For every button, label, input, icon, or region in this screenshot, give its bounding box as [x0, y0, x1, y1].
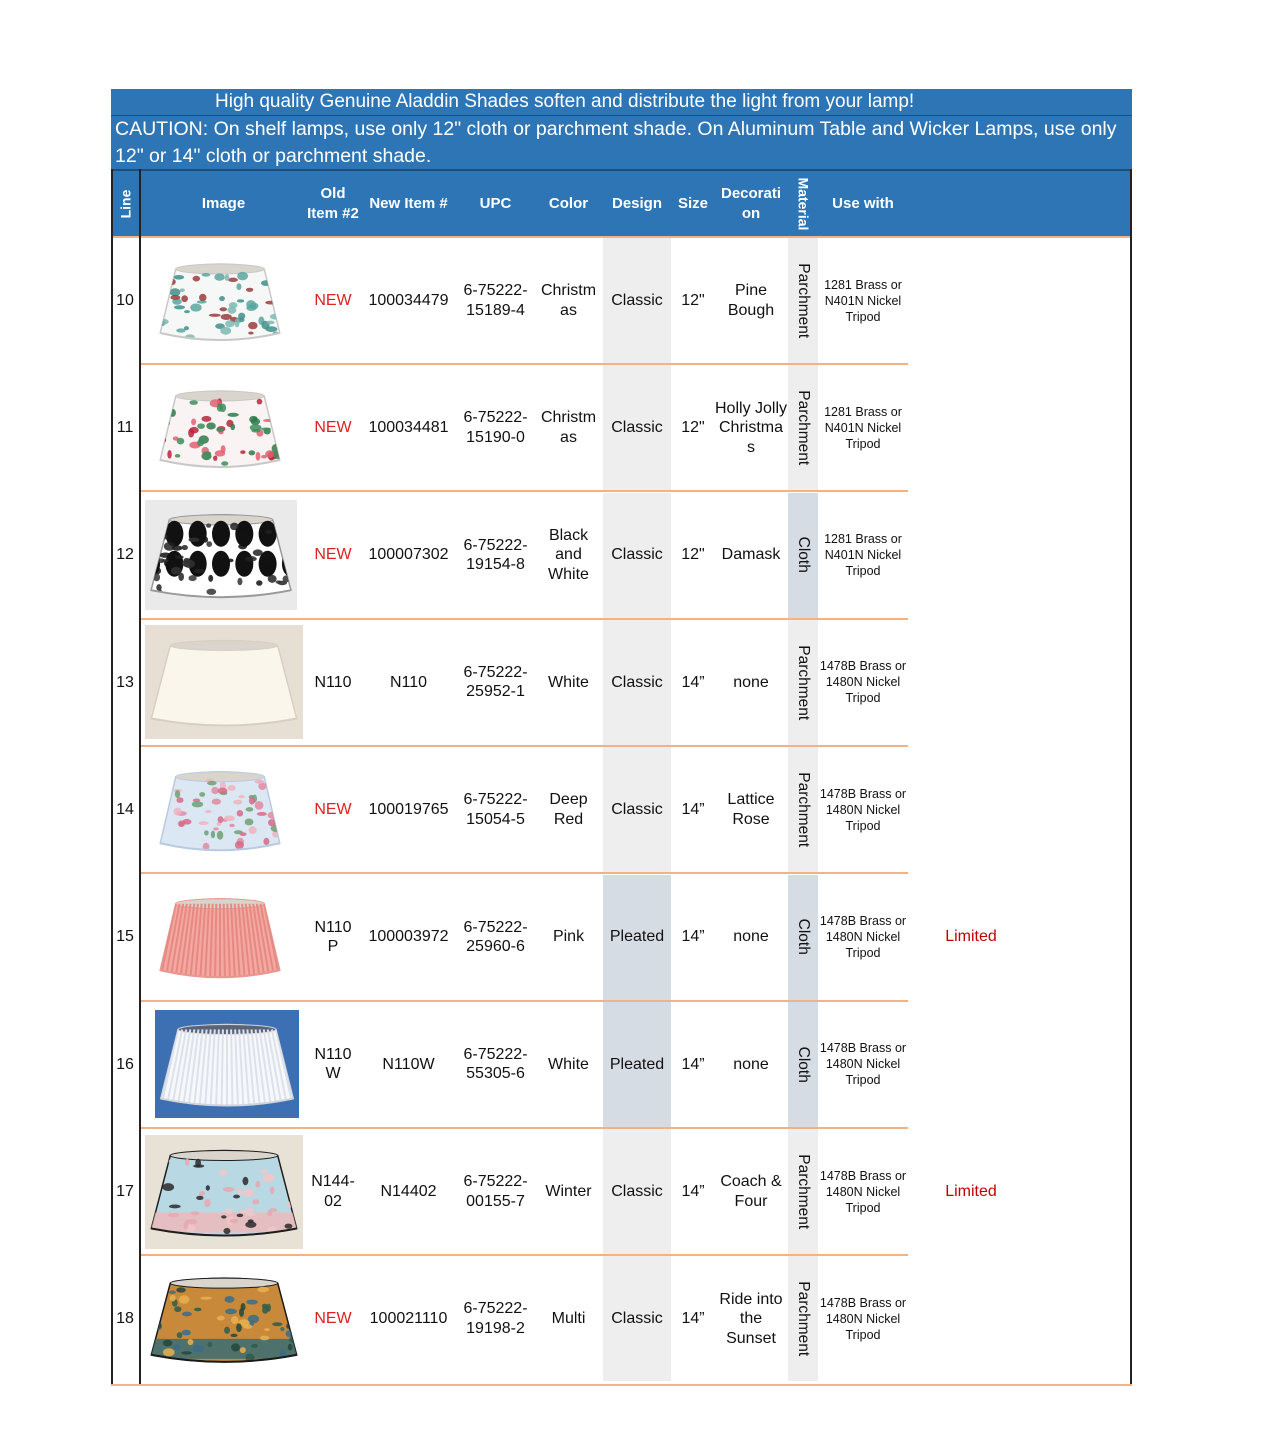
- cell-new: 100021110: [369, 1310, 448, 1328]
- cell-use-with: 1478B Brass or 1480N Nickel Tripod: [819, 1168, 907, 1215]
- cell-upc: 6-75222-15190-0: [463, 409, 528, 446]
- cell-color: White: [548, 673, 589, 691]
- cell-note: Limited: [945, 928, 997, 946]
- cell-size: 12": [681, 291, 705, 309]
- cell-use-with: 1281 Brass or N401N Nickel Tripod: [824, 532, 902, 579]
- cell-note: [926, 747, 1016, 872]
- cell-size: 14”: [681, 800, 705, 818]
- cell-new: 100007302: [368, 546, 449, 564]
- cell-color: Black and White: [548, 526, 589, 583]
- cell-color: Christm as: [540, 409, 597, 446]
- cell-upc: 6-75222-15189-4: [463, 282, 528, 319]
- cell-material: Parchment: [788, 620, 818, 745]
- christmas-pine-bough-shade-image: [155, 238, 285, 363]
- cell-material: Cloth: [788, 1002, 818, 1127]
- cell-size: 12": [681, 419, 705, 437]
- cell-design: Classic: [603, 365, 671, 490]
- table-left-border: [111, 169, 113, 1386]
- cell-new: 100003972: [368, 928, 449, 946]
- cell-old: N144- 02: [311, 1173, 355, 1210]
- header-size: Size: [677, 194, 708, 212]
- cell-material: Parchment: [788, 1129, 818, 1254]
- cell-line: 15: [116, 928, 134, 946]
- cell-size: 12": [681, 546, 705, 564]
- cell-use-with: 1478B Brass or 1480N Nickel Tripod: [819, 914, 907, 960]
- table-row: [111, 1129, 1132, 1256]
- white-pleated-shade-image: [155, 1002, 299, 1127]
- cell-design: Pleated: [603, 1002, 671, 1127]
- line-column-border: [139, 169, 141, 1386]
- cell-decoration: Coach & Four: [720, 1173, 782, 1210]
- header-image: Image: [201, 194, 246, 212]
- white-classic-shade-image: [145, 620, 303, 745]
- header-color: Color: [548, 194, 589, 212]
- cell-material: Cloth: [788, 493, 818, 618]
- header-design: Design: [611, 194, 662, 212]
- cell-design: Pleated: [603, 875, 671, 1000]
- cell-old: NEW: [314, 1310, 352, 1328]
- pink-pleated-shade-image: [155, 875, 285, 1000]
- title-banner: [111, 89, 1132, 116]
- cell-note: [926, 1002, 1016, 1127]
- table-row: [111, 747, 1132, 874]
- table-row: [111, 238, 1132, 365]
- cell-upc: 6-75222-25952-1: [463, 663, 528, 701]
- table-bottom-border: [111, 1384, 1132, 1386]
- cell-color: Winter: [545, 1182, 592, 1200]
- cell-note: [926, 493, 1016, 618]
- cell-new: N110: [389, 673, 428, 691]
- cell-use-with: 1478B Brass or 1480N Nickel Tripod: [819, 1295, 907, 1342]
- header-new-item: New Item #: [369, 194, 448, 212]
- cell-material: Parchment: [788, 365, 818, 490]
- cell-old: NEW: [314, 800, 352, 818]
- cell-note: [926, 620, 1016, 745]
- cell-upc: 6-75222-00155-7: [463, 1173, 528, 1210]
- cell-design: Classic: [603, 747, 671, 872]
- header-decoration: Decorati on: [720, 184, 782, 222]
- cell-material: Parchment: [788, 747, 818, 872]
- lattice-rose-shade-image: [155, 747, 285, 872]
- cell-color: White: [548, 1055, 589, 1073]
- cell-use-with: 1281 Brass or N401N Nickel Tripod: [824, 277, 902, 324]
- cell-color: Christm as: [540, 282, 597, 319]
- cell-new: 100034479: [368, 291, 449, 309]
- cell-size: 14”: [681, 928, 705, 946]
- cell-use-with: 1281 Brass or N401N Nickel Tripod: [824, 404, 902, 451]
- table-row: [111, 875, 1132, 1002]
- cell-use-with: 1478B Brass or 1480N Nickel Tripod: [819, 659, 907, 706]
- table-right-border: [1130, 169, 1132, 1386]
- cell-new: N110W: [382, 1055, 435, 1073]
- cell-material: Cloth: [788, 875, 818, 1000]
- cell-size: 14”: [681, 1310, 705, 1328]
- cell-line: 14: [116, 800, 134, 818]
- cell-size: 14”: [681, 673, 705, 691]
- header-old-item: Old Item #2: [307, 184, 359, 222]
- cell-note: Limited: [945, 1182, 997, 1200]
- cell-design: Classic: [603, 620, 671, 745]
- cell-size: 14”: [681, 1182, 705, 1200]
- cell-line: 18: [116, 1310, 134, 1328]
- cell-use-with: 1478B Brass or 1480N Nickel Tripod: [819, 1041, 907, 1088]
- cell-decoration: Pine Bough: [727, 282, 775, 319]
- cell-old: N110: [314, 673, 352, 691]
- cell-color: Deep Red: [549, 791, 588, 828]
- product-sheet: [111, 89, 1132, 1386]
- header-upc: UPC: [479, 194, 512, 212]
- cell-old: N110 P: [314, 918, 352, 955]
- cell-use-with: 1478B Brass or 1480N Nickel Tripod: [819, 786, 907, 833]
- cell-new: N14402: [380, 1182, 437, 1200]
- cell-line: 11: [116, 419, 134, 437]
- cell-size: 14”: [681, 1055, 705, 1073]
- cell-decoration: Damask: [721, 546, 781, 564]
- table-row: [111, 365, 1132, 492]
- cell-design: Classic: [603, 1256, 671, 1381]
- cell-note: [926, 365, 1016, 490]
- cell-old: NEW: [314, 291, 352, 309]
- cell-design: Classic: [603, 493, 671, 618]
- holly-jolly-christmas-shade-image: [155, 365, 285, 490]
- cell-decoration: none: [733, 928, 769, 946]
- cell-design: Classic: [603, 238, 671, 363]
- header-material: Material: [795, 177, 812, 230]
- coach-four-winter-shade-image: [145, 1129, 303, 1254]
- cell-old: NEW: [314, 546, 352, 564]
- cell-decoration: Ride into the Sunset: [719, 1290, 783, 1347]
- ride-into-sunset-shade-image: [145, 1256, 303, 1381]
- table-row: [111, 1002, 1132, 1129]
- cell-design: Classic: [603, 1129, 671, 1254]
- table-header: [111, 169, 1132, 238]
- cell-line: 12: [116, 546, 134, 564]
- cell-new: 100034481: [368, 419, 449, 437]
- cell-line: 17: [116, 1182, 134, 1200]
- cell-upc: 6-75222-15054-5: [463, 791, 528, 828]
- cell-note: [926, 1256, 1016, 1381]
- cell-material: Parchment: [788, 238, 818, 363]
- cell-line: 16: [116, 1055, 134, 1073]
- damask-shade-image: [145, 493, 297, 618]
- cell-material: Parchment: [788, 1256, 818, 1381]
- cell-decoration: Lattice Rose: [727, 791, 775, 828]
- cell-decoration: none: [733, 673, 769, 691]
- cell-color: Pink: [552, 928, 585, 946]
- header-use-with: Use with: [832, 194, 894, 212]
- table-row: [111, 1256, 1132, 1383]
- cell-upc: 6-75222-19154-8: [463, 536, 528, 574]
- header-line: Line: [117, 189, 133, 218]
- cell-line: 13: [116, 673, 134, 691]
- cell-upc: 6-75222-25960-6: [463, 918, 528, 955]
- table-row: [111, 493, 1132, 620]
- cell-old: N110 W: [314, 1045, 352, 1083]
- cell-new: 100019765: [368, 800, 449, 818]
- cell-decoration: Holly Jolly Christma s: [715, 399, 788, 456]
- cell-old: NEW: [314, 419, 352, 437]
- cell-line: 10: [116, 291, 134, 309]
- title-text: High quality Genuine Aladdin Shades soften and distribute the light from your lamp!: [215, 91, 915, 112]
- table-row: [111, 620, 1132, 747]
- cell-color: Multi: [551, 1310, 586, 1328]
- cell-decoration: none: [733, 1055, 769, 1073]
- caution-banner: CAUTION: On shelf lamps, use only 12" cloth or parchment shade. On Aluminum Table and Wicker Lamps, use only 12" or 14" cloth or parchment shade.: [111, 116, 1132, 169]
- cell-upc: 6-75222-19198-2: [463, 1300, 528, 1337]
- cell-upc: 6-75222-55305-6: [463, 1045, 528, 1083]
- cell-note: [926, 238, 1016, 363]
